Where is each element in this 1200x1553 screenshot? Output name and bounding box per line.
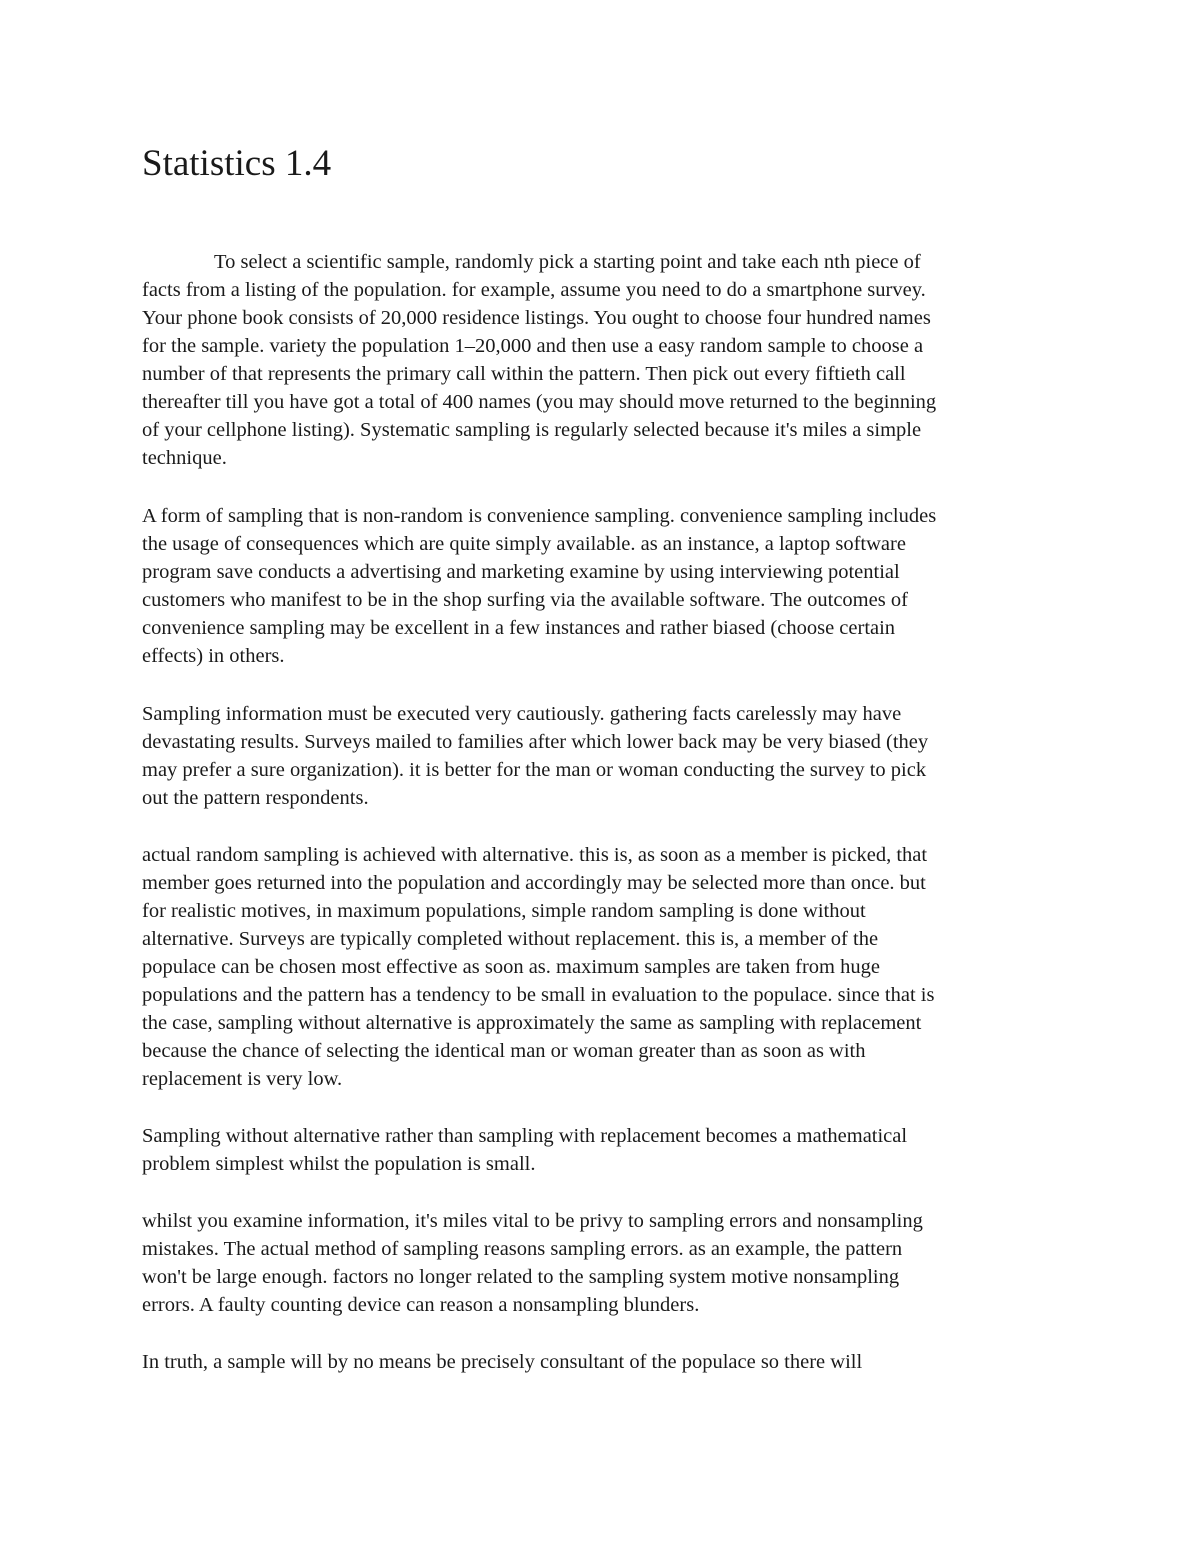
text-line: member goes returned into the population and accordingly may be selected more than once. but	[142, 872, 926, 894]
text-line: problem simplest whilst the population is small.	[142, 1153, 536, 1175]
text-line: won't be large enough. factors no longer related to the sampling system motive nonsampling	[142, 1266, 900, 1288]
text-line: program save conducts a advertising and marketing examine by using interviewing potential	[142, 561, 900, 583]
text-line: replacement is very low.	[142, 1068, 343, 1090]
text-line: mistakes. The actual method of sampling reasons sampling errors. as an example, the pattern	[142, 1238, 903, 1260]
text-line: A form of sampling that is non-random is convenience sampling. convenience sampling includes	[142, 505, 937, 527]
text-line: because the chance of selecting the identical man or woman greater than as soon as with	[142, 1040, 866, 1062]
text-line: populace can be chosen most effective as soon as. maximum samples are taken from huge	[142, 956, 880, 978]
text-line: In truth, a sample will by no means be precisely consultant of the populace so there will	[142, 1351, 863, 1373]
text-line: of your cellphone listing). Systematic sampling is regularly selected because it's miles a simple	[142, 419, 922, 441]
text-line: facts from a listing of the population. for example, assume you need to do a smartphone survey.	[142, 279, 926, 301]
text-line: number of that represents the primary call within the pattern. Then pick out every fiftieth call	[142, 363, 906, 385]
text-line: for the sample. variety the population 1–20,000 and then use a easy random sample to choose a	[142, 335, 924, 357]
text-line: errors. A faulty counting device can reason a nonsampling blunders.	[142, 1294, 700, 1316]
text-line: convenience sampling may be excellent in a few instances and rather biased (choose certain	[142, 617, 896, 639]
text-line: alternative. Surveys are typically completed without replacement. this is, a member of the	[142, 928, 879, 950]
text-line: the usage of consequences which are quite simply available. as an instance, a laptop software	[142, 533, 906, 555]
text-line: effects) in others.	[142, 645, 285, 667]
text-line: To select a scientific sample, randomly pick a starting point and take each nth piece of	[214, 251, 921, 273]
text-line: may prefer a sure organization). it is better for the man or woman conducting the survey to pick	[142, 759, 927, 781]
text-line: populations and the pattern has a tendency to be small in evaluation to the populace. since that is	[142, 984, 935, 1006]
text-line: actual random sampling is achieved with alternative. this is, as soon as a member is picked, that	[142, 844, 928, 866]
text-line: whilst you examine information, it's miles vital to be privy to sampling errors and nonsampling	[142, 1210, 923, 1232]
text-line: technique.	[142, 447, 227, 469]
text-line: Sampling without alternative rather than sampling with replacement becomes a mathematical	[142, 1125, 908, 1147]
text-line: customers who manifest to be in the shop surfing via the available software. The outcomes of	[142, 589, 908, 611]
text-line: for realistic motives, in maximum populations, simple random sampling is done without	[142, 900, 866, 922]
page-title: Statistics 1.4	[142, 143, 332, 184]
text-line: out the pattern respondents.	[142, 787, 369, 809]
text-line: Sampling information must be executed very cautiously. gathering facts carelessly may have	[142, 703, 902, 725]
text-line: thereafter till you have got a total of 400 names (you may should move returned to the beginning	[142, 391, 937, 413]
text-line: devastating results. Surveys mailed to families after which lower back may be very biased (they	[142, 731, 929, 753]
text-line: the case, sampling without alternative is approximately the same as sampling with replacement	[142, 1012, 922, 1034]
text-line: Your phone book consists of 20,000 residence listings. You ought to choose four hundred names	[142, 307, 931, 329]
